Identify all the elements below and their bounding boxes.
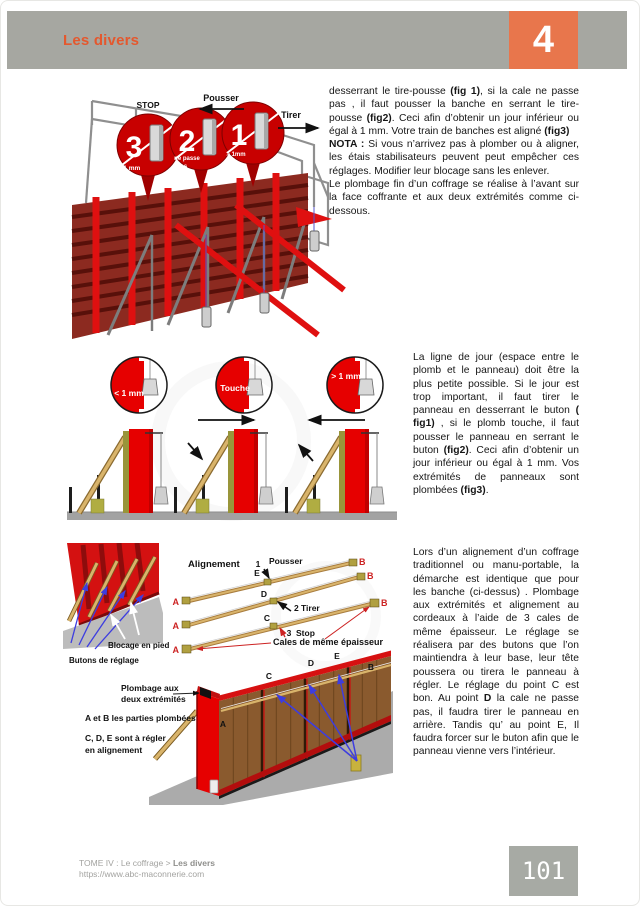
point-d: D — [260, 589, 268, 599]
callout-2-number: 2 — [178, 125, 196, 158]
wall-3d-view — [85, 651, 393, 806]
step-3: 3 — [286, 628, 292, 638]
figure-3-alignement-coffrage — [63, 543, 395, 805]
figure-1-train-de-banches — [56, 85, 346, 347]
breadcrumb — [79, 858, 215, 869]
zoom-1-label: < 1 mm — [114, 388, 144, 398]
label-stop-step: Stop — [296, 628, 315, 638]
footer-url: https://www.abc-maconnerie.com — [79, 869, 205, 879]
chapter-number-box: 4 — [509, 11, 578, 69]
step-3-arrow — [280, 628, 285, 637]
callout-circle-3 — [117, 114, 179, 201]
wall-point-b: B — [367, 662, 375, 672]
step-1-arrow — [264, 569, 269, 578]
zoom-circle-3 — [327, 357, 383, 413]
callout-1-number: 1 — [230, 119, 248, 152]
callout-2-label: pas — [176, 164, 188, 170]
step-2-arrow — [278, 602, 291, 611]
breadcrumb-current: Les divers — [172, 858, 216, 868]
page-title: Les divers — [63, 31, 140, 49]
point-a: A — [172, 645, 179, 655]
ground — [67, 512, 397, 520]
callout-1-label: > 1mm — [226, 152, 246, 158]
callout-3-label: < 1 mm — [117, 165, 141, 172]
point-a: A — [172, 621, 179, 631]
zoom-2-label: Touche — [220, 383, 250, 393]
wall-point-d: D — [307, 658, 315, 668]
label-pousser: Pousser — [203, 93, 239, 103]
alignment-diagram — [173, 556, 389, 655]
footer — [79, 858, 215, 880]
point-b: B — [359, 557, 366, 567]
pull-diagonal-arrow — [299, 445, 313, 461]
zoom-circle-1 — [111, 357, 167, 413]
banche-wall — [72, 173, 308, 339]
callout-2-label: ne passe — [174, 156, 200, 162]
breadcrumb-prefix: TOME IV : Le coffrage > — [79, 858, 173, 868]
callout-3-number: 3 — [125, 131, 143, 164]
label-tirer-step: Tirer — [301, 603, 320, 613]
label-cde-note-line2: en alignement — [85, 745, 143, 755]
label-plombage-line1: Plombage aux — [121, 683, 179, 693]
label-tirer: Tirer — [281, 110, 301, 120]
panels-3d-view — [63, 543, 169, 665]
wall-point-e: E — [334, 651, 340, 661]
label-blocage-en-pied: Blocage en pied — [108, 641, 170, 650]
wall-point-c: C — [265, 671, 273, 681]
paragraph-block-2: La ligne de jour (espace entre le plomb et le panneau) doit être la plus petite possible. Si le jour est trop important, il faut tirer le panneau en desserrant le buton ( fig1) , si le plomb touche, il faut pousser le panneau en serrant le buton (fig2). Ceci afin d’obtenir un jour inférieur ou égal à 1 mm. Vos extrémités de panneaux sont plombées (fig3). — [413, 352, 579, 496]
paragraph-block-1: desserrant le tire-pousse (fig 1), si la cale ne passe pas , il faut pousser la banche en serrant le tire-pousse (fig2). Ceci afin d’obtenir un jour inférieur ou égal à 1 mm. Votre train de banches est aligné (fig3) NOTA : Si vous n’arrivez pas à plomber ou à aligner, les étais stabilisateurs peuvent peut empêcher ces réglages. Modifier leur blocage sans les enlever. Le plombage fin d’un coffrage se réalise à l’avant sur la face coffrante et aux deux extrémités comme ci-dessous. — [329, 86, 579, 217]
label-butons-de-reglage: Butons de réglage — [69, 656, 139, 665]
panel-unit-3 — [285, 357, 384, 513]
paragraph-block-3: Lors d’un alignement d’un coffrage traditionnel ou manu-portable, la démarche est identique que pour les banche (ci-dessus) . Plombage aux extrémités et alignement au cordeaux à l’aide de 3 cales de même épaisseur. Le réglage se réalisera par des butons que l’on maintiendra à leur base, leur tête poussera ou tirera le panneau à régler. Le réglage du point C est bon. Au point D la cale ne passe pas, il faudra tirer le panneau en arrière. Tandis qu’ au point E, Il faudra forcer sur le buton afin que le panneau vienne vers l’intérieur. — [413, 547, 579, 758]
callout-circle-2 — [170, 108, 232, 193]
point-c: C — [263, 613, 271, 623]
point-b: B — [367, 571, 374, 581]
panel-unit-2 — [174, 357, 273, 513]
label-plombage-line2: deux extrémités — [121, 694, 186, 704]
push-diagonal-arrow — [188, 443, 202, 459]
header-bar — [7, 11, 627, 69]
zoom-circle-2 — [216, 357, 272, 413]
point-b: B — [381, 598, 388, 608]
label-cales: Cales de même épaisseur — [273, 637, 384, 647]
label-alignement: Alignement — [188, 559, 240, 570]
figure-2-plombage-panneaux — [67, 349, 397, 527]
point-e: E — [254, 568, 260, 578]
point-a: A — [172, 597, 179, 607]
label-stop: STOP — [136, 100, 160, 110]
step-2: 2 — [294, 603, 299, 613]
zoom-3-label: > 1 mm — [331, 371, 361, 381]
page-number-box: 101 — [509, 846, 578, 896]
label-pousser-step: Pousser — [269, 556, 303, 566]
step-1: 1 — [255, 559, 261, 569]
label-ab-note: A et B les parties plombées — [85, 713, 196, 723]
wall-point-a: A — [219, 719, 227, 729]
panel-unit-1 — [69, 357, 168, 513]
label-cde-note-line1: C, D, E sont à régler — [85, 733, 166, 743]
